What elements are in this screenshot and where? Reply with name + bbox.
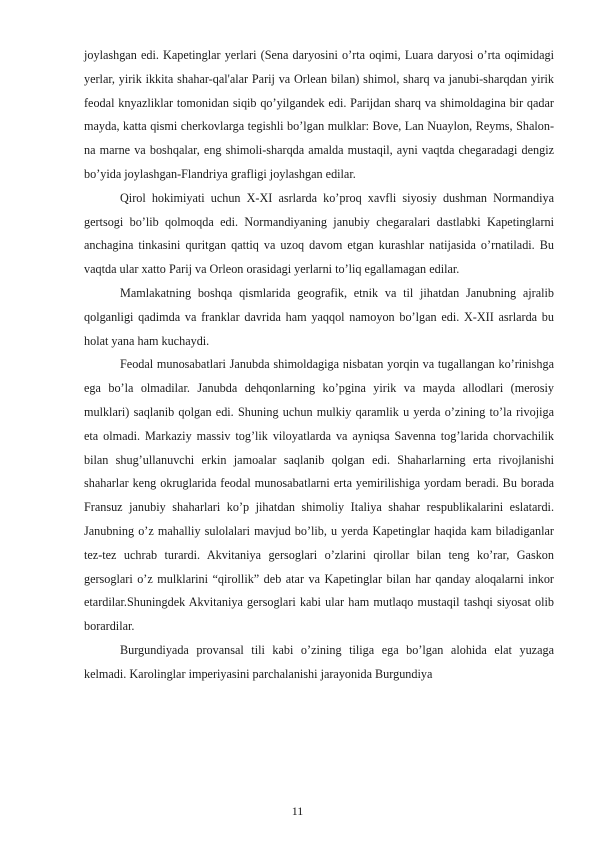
paragraph-continuation: joylashgan edi. Kapetinglar yerlari (Sena daryosini o’rta oqimi, Luara daryosi o’rta oqimidagi yerlar, yirik ikkita shahar-qal'alar Parij va Orlean bilan) shimol, sharq va janubi-sharqdan yirik feodal knyazliklar tomonidan siqib qo’yilgandek edi. Parijdan sharq va shimoldagina bir qadar mayda, katta qismi cherkovlarga tegishli bo’lgan mulklar: Bove, Lan Nuaylon, Reyms, Shalon-na marne va boshqalar, eng shimoli-sharqda amalda mustaqil, ayni vaqtda chegaradagi dengiz bo’yida joylashgan-Flandriya grafligi joylashgan edilar.	[84, 48, 554, 181]
paragraph-feudal-relations: Feodal munosabatlari Janubda shimoldagiga nisbatan yorqin va tugallangan ko’rinishga ega bo’la olmadilar. Janubda dehqonlarning ko’pgina yirik va mayda allodlari (merosiy mulklari) saqlanib qolgan edi. Shuning uchun mulkiy qaramlik u yerda o’zining to’la rivojiga eta olmadi. Markaziy massiv tog’lik viloyatlarda va ayniqsa Savenna tog’larida chorvachilik bilan shug’ullanuvchi erkin jamoalar saqlanib qolgan edi. Shaharlarning erta rivojlanishi shaharlar keng okruglarida feodal munosabatlarni erta yemirilishiga yordam beradi. Bu borada Fransuz janubiy shaharlari ko’p jihatdan shimoliy Italiya shahar respublikalarini eslatardi. Janubning o’z mahalliy sulolalari mavjud bo’lib, u yerda Kapetinglar haqida kam biladiganlar tez-tez uchrab turardi. Akvitaniya gersoglari o’zlarini qirollar bilan teng ko’rar, Gaskon gersoglari o’z mulklarini “qirollik” deb atar va Kapetinglar bilan har qanday aloqalarni inkor etardilar.Shuningdek Akvitaniya gersoglari kabi ular ham mutlaqo mustaqil tashqi siyosat olib borardilar.	[84, 357, 554, 634]
paragraph-south-separation: Mamlakatning boshqa qismlarida geografik, etnik va til jihatdan Janubning ajralib qolganligi qadimda va franklar davrida ham yaqqol namoyon bo’lgan edi. X-XII asrlarda bu holat yana ham kuchaydi.	[84, 285, 554, 348]
paragraph-normandy: Qirol hokimiyati uchun X-XI asrlarda ko’proq xavfli siyosiy dushman Normandiya gertsogi bo’lib qolmoqda edi. Normandiyaning janubiy chegaralari dastlabki Kapetinglarni anchagina tinkasini quritgan qattiq va uzoq davom etgan kurashlar natijasida o’rnatiladi. Bu vaqtda ular xatto Parij va Orleon orasidagi yerlarni to’liq egallamagan edilar.	[84, 190, 554, 277]
paragraph-burgundy: Burgundiyada provansal tili kabi o’zining tiliga ega bo’lgan alohida elat yuzaga kelmadi. Karolinglar imperiyasini parchalanishi jarayonida Burgundiya	[84, 642, 554, 681]
page-number: 11	[291, 804, 304, 818]
document-body	[84, 44, 554, 687]
